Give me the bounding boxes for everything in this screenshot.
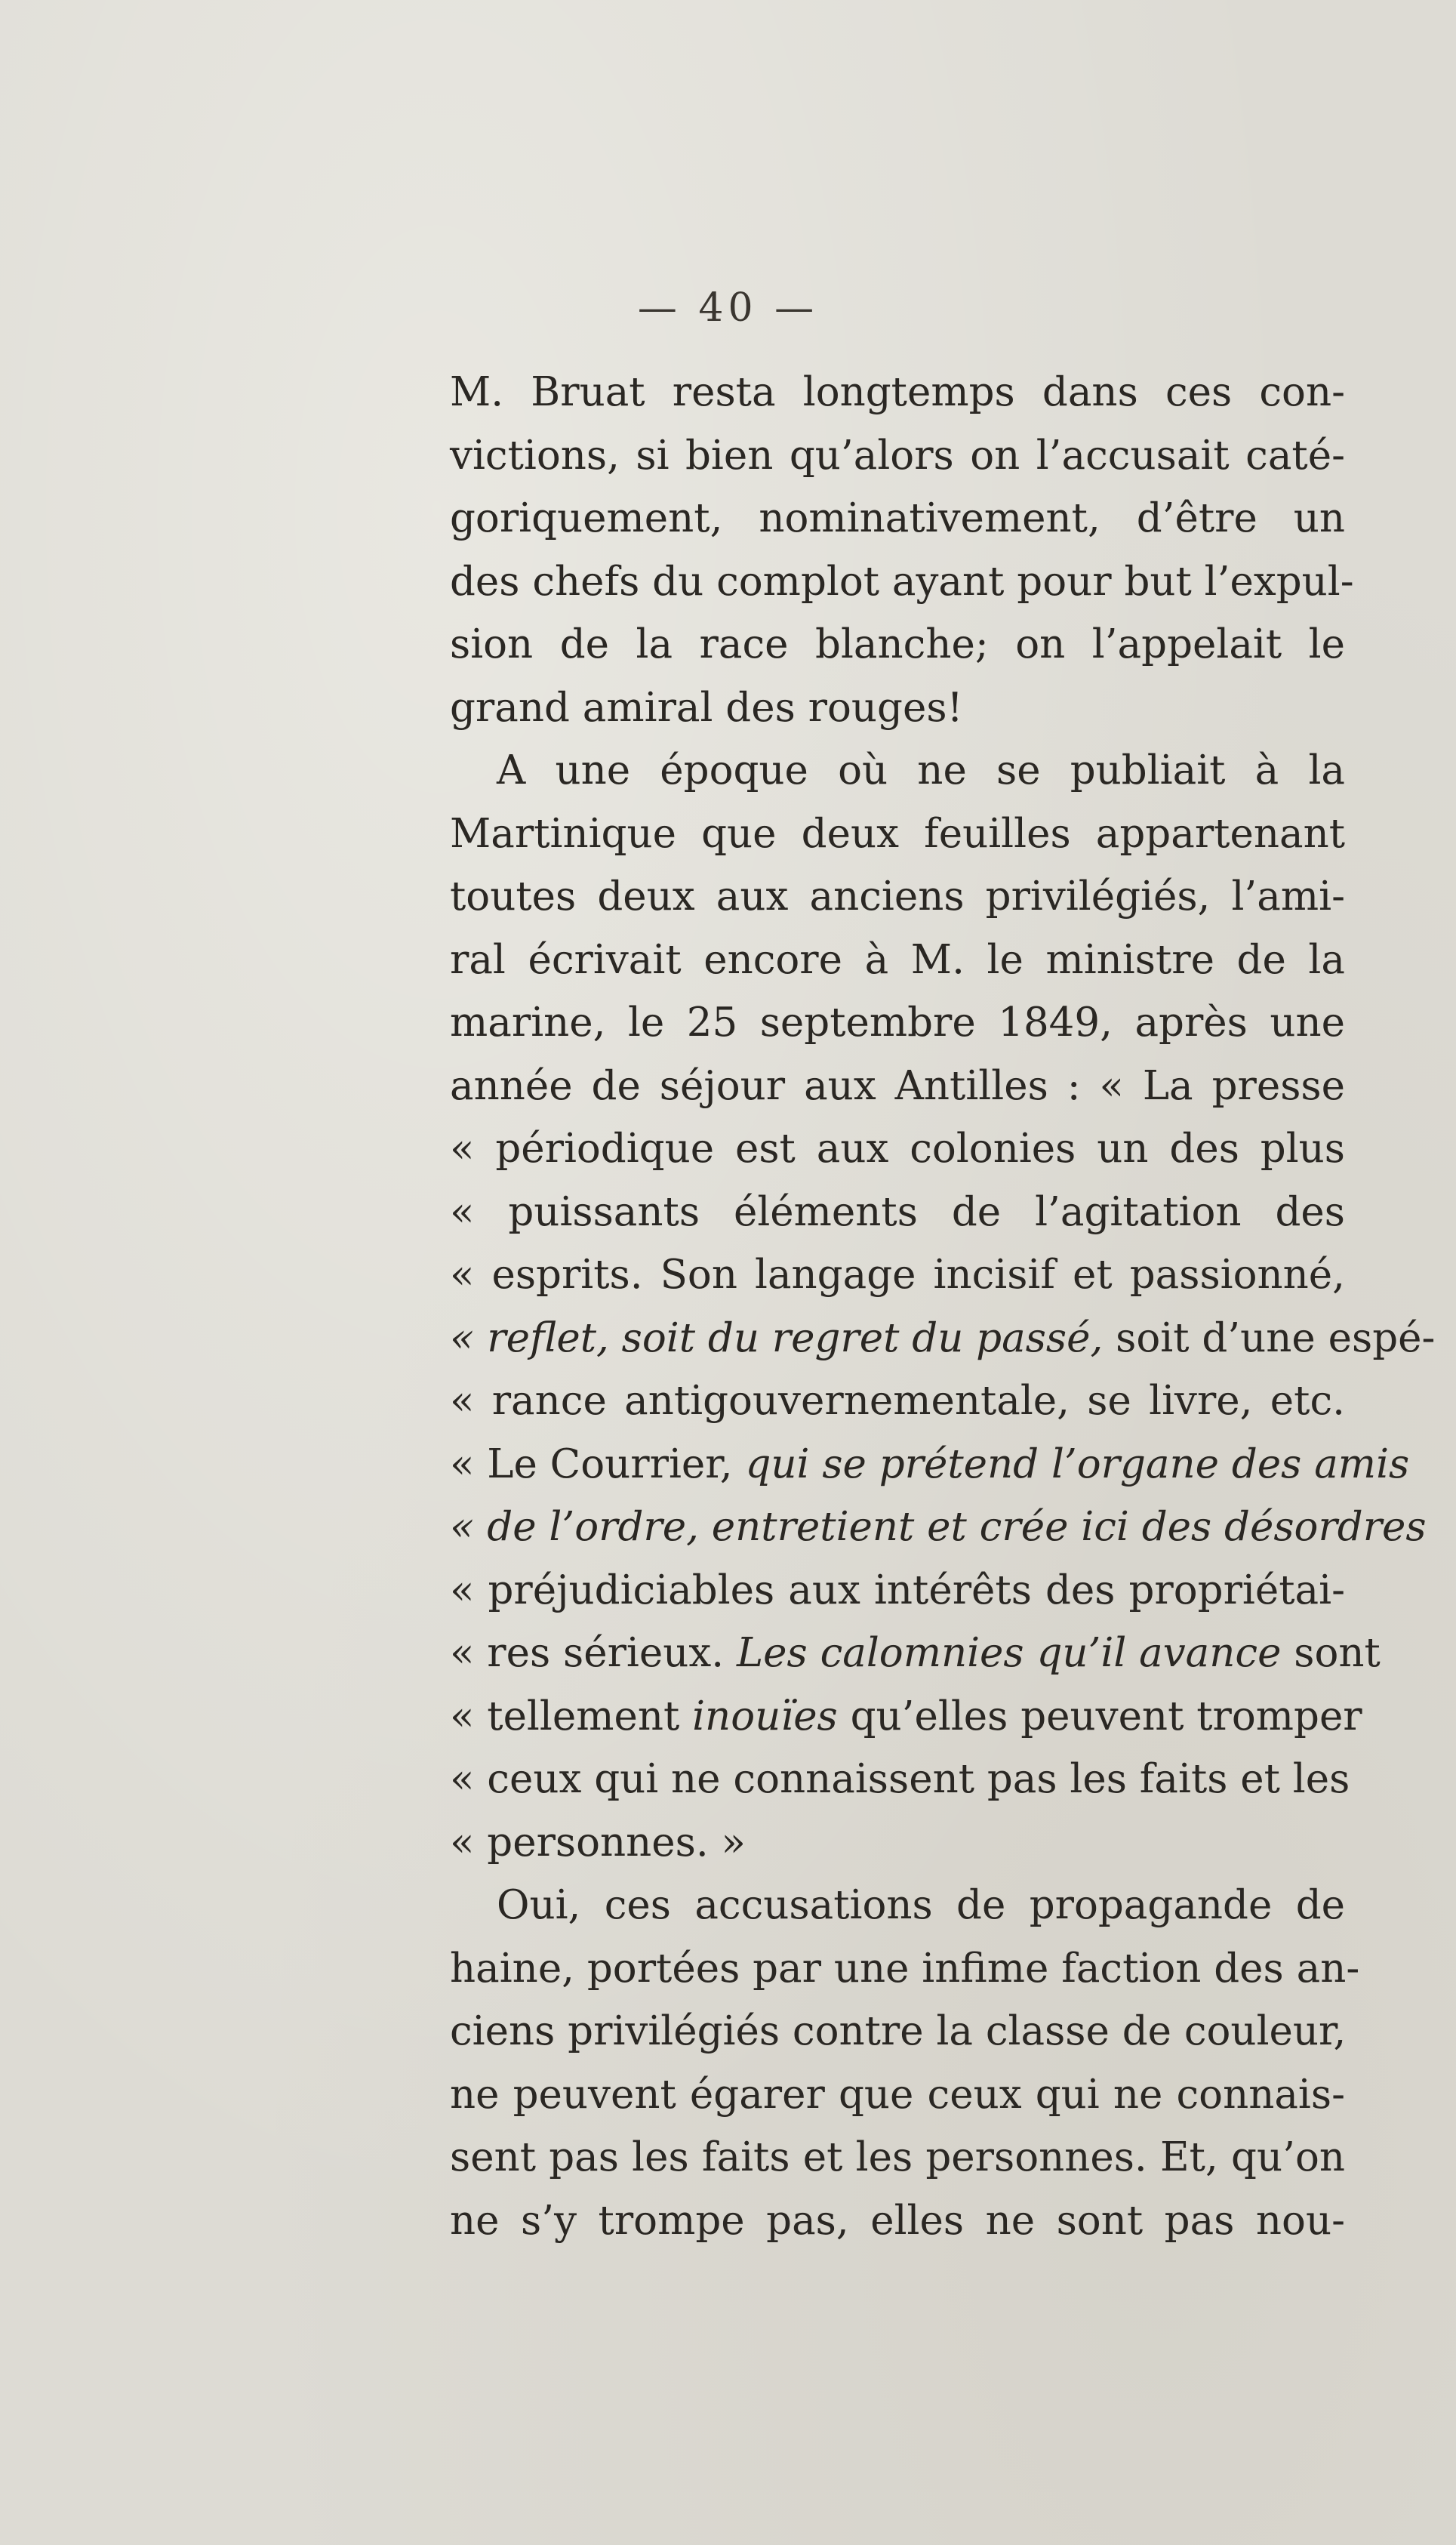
text-line: « de l’ordre, entretient et crée ici des désordres (450, 1504, 1427, 1550)
text-line: « reflet, soit du regret du passé, soit d’une espé- (450, 1314, 1436, 1361)
text-line: grand amiral des rouges! (450, 684, 963, 731)
text-line: des chefs du complot ayant pour but l’expul- (450, 558, 1354, 605)
text-line: ne peuvent égarer que ceux qui ne connais- (450, 2071, 1345, 2118)
text-line: « esprits. Son langage incisif et passionné, (450, 1252, 1345, 1298)
text-line: « rance antigouvernementale, se livre, etc. (450, 1378, 1345, 1424)
text-line: goriquement, nominativement, d’être un (450, 495, 1345, 541)
text-line: haine, portées par une infime faction des an- (450, 1945, 1360, 1992)
text-line: ciens privilégiés contre la classe de couleur, (450, 2008, 1347, 2054)
text-line: « res sérieux. Les calomnies qu’il avance sont (450, 1630, 1381, 1676)
page-number: — 40 — (637, 285, 819, 331)
text-line: Martinique que deux feuilles appartenant (450, 810, 1345, 857)
text-line: M. Bruat resta longtemps dans ces con- (450, 369, 1345, 415)
text-line: « Le Courrier, qui se prétend l’organe des amis (450, 1440, 1410, 1487)
text-line: Oui, ces accusations de propagande de (497, 1882, 1345, 1928)
text-line: « préjudiciables aux intérêts des propriétai- (450, 1567, 1345, 1613)
text-line: victions, si bien qu’alors on l’accusait caté- (450, 432, 1345, 479)
text-line: « personnes. » (450, 1819, 746, 1866)
text-line: année de séjour aux Antilles : « La presse (450, 1062, 1345, 1109)
text-line: « puissants éléments de l’agitation des (450, 1188, 1345, 1235)
text-line: ral écrivait encore à M. le ministre de la (450, 936, 1345, 983)
text-line: « tellement inouïes qu’elles peuvent tromper (450, 1693, 1362, 1739)
text-line: sion de la race blanche; on l’appelait le (450, 621, 1345, 667)
text-line: marine, le 25 septembre 1849, après une (450, 1000, 1345, 1046)
text-line: sent pas les faits et les personnes. Et, qu’on (450, 2134, 1345, 2180)
text-line: ne s’y trompe pas, elles ne sont pas nou- (450, 2197, 1345, 2244)
text-line: « périodique est aux colonies un des plus (450, 1126, 1345, 1172)
text-line: toutes deux aux anciens privilégiés, l’ami- (450, 873, 1345, 920)
body-text (450, 361, 1436, 2252)
text-line: « ceux qui ne connaissent pas les faits et les (450, 1756, 1350, 1802)
text-line: A une époque où ne se publiait à la (497, 747, 1345, 793)
